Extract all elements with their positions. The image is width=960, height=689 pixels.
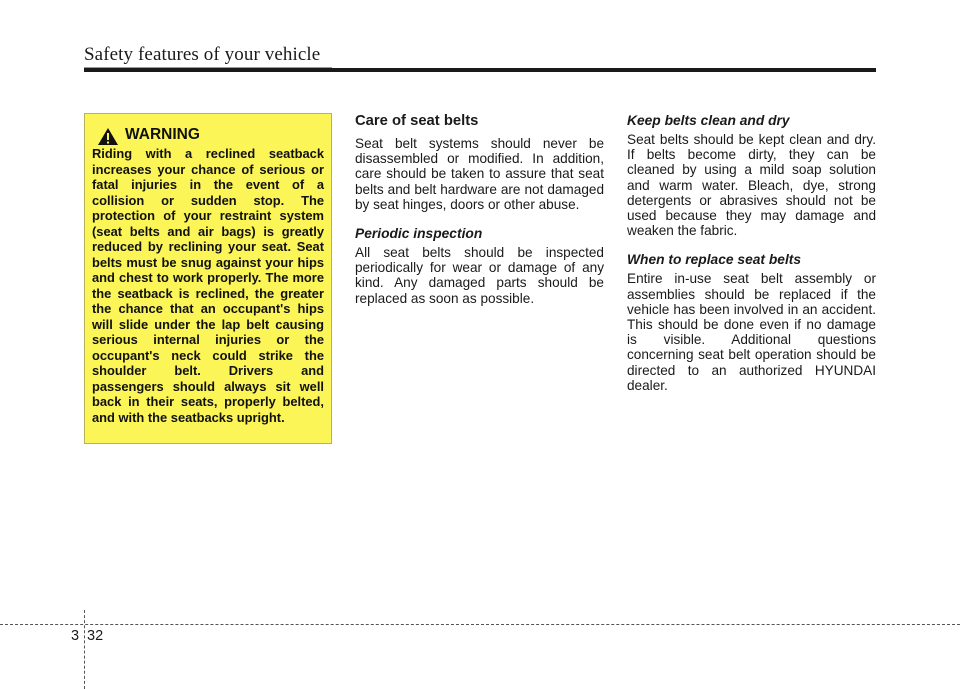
subheading-periodic-inspection: Periodic inspection [355, 226, 483, 242]
section-intro: Seat belt systems should never be disassembled or modified. In addition, care should be taken to assure that seat belts and belt hardware are not damaged by seat hinges, doors or other abuse. [355, 136, 604, 212]
column-belt-maintenance [627, 113, 876, 407]
warning-title: WARNING [125, 126, 200, 143]
warning-triangle-icon [97, 127, 119, 146]
section-heading: Care of seat belts [355, 113, 479, 129]
keep-clean-text: Seat belts should be kept clean and dry. If belts become dirty, they can be cleaned by using a mild soap solution and warm water. Bleach, dye, strong detergents or abrasives should not be used because they may damage and weaken the fabric. [627, 132, 876, 239]
subheading-keep-clean: Keep belts clean and dry [627, 113, 790, 128]
footer-vertical-rule [84, 610, 85, 689]
header-rule [84, 68, 876, 72]
section-number: 3 [71, 628, 80, 644]
warning-text: Riding with a reclined seatback increases your chance of serious or fatal injuries in the event of a collision or sudden stop. The protection of your restraint system (seat belts and air bags) is greatly reduced by reclining your seat. Seat belts must be snug against your hips and chest to work properly. The more the seatback is reclined, the greater the chance that an occupant's hips will slide under the lap belt causing serious internal injuries or the occupant's neck could strike the shoulder belt. Drivers and passengers should always sit well back in their seats, properly belted, and with the seatbacks upright. [92, 146, 324, 425]
subheading-replace: When to replace seat belts [627, 252, 802, 268]
page-number: 32 [87, 628, 104, 644]
periodic-inspection-text: All seat belts should be inspected periodically for wear or damage of any kind. Any damaged parts should be replaced as soon as possible. [355, 245, 604, 306]
replace-text: Entire in-use seat belt assembly or assemblies should be replaced if the vehicle has been involved in an accident. This should be done even if no damage is visible. Additional questions concerning seat belt operation should be directed to an authorized HYUNDAI dealer. [627, 271, 876, 393]
warning-header [97, 126, 327, 146]
footer-rule [0, 624, 960, 625]
column-care-of-seat-belts [355, 113, 604, 320]
page-header-title: Safety features of your vehicle [84, 44, 321, 65]
warning-box [84, 113, 332, 444]
